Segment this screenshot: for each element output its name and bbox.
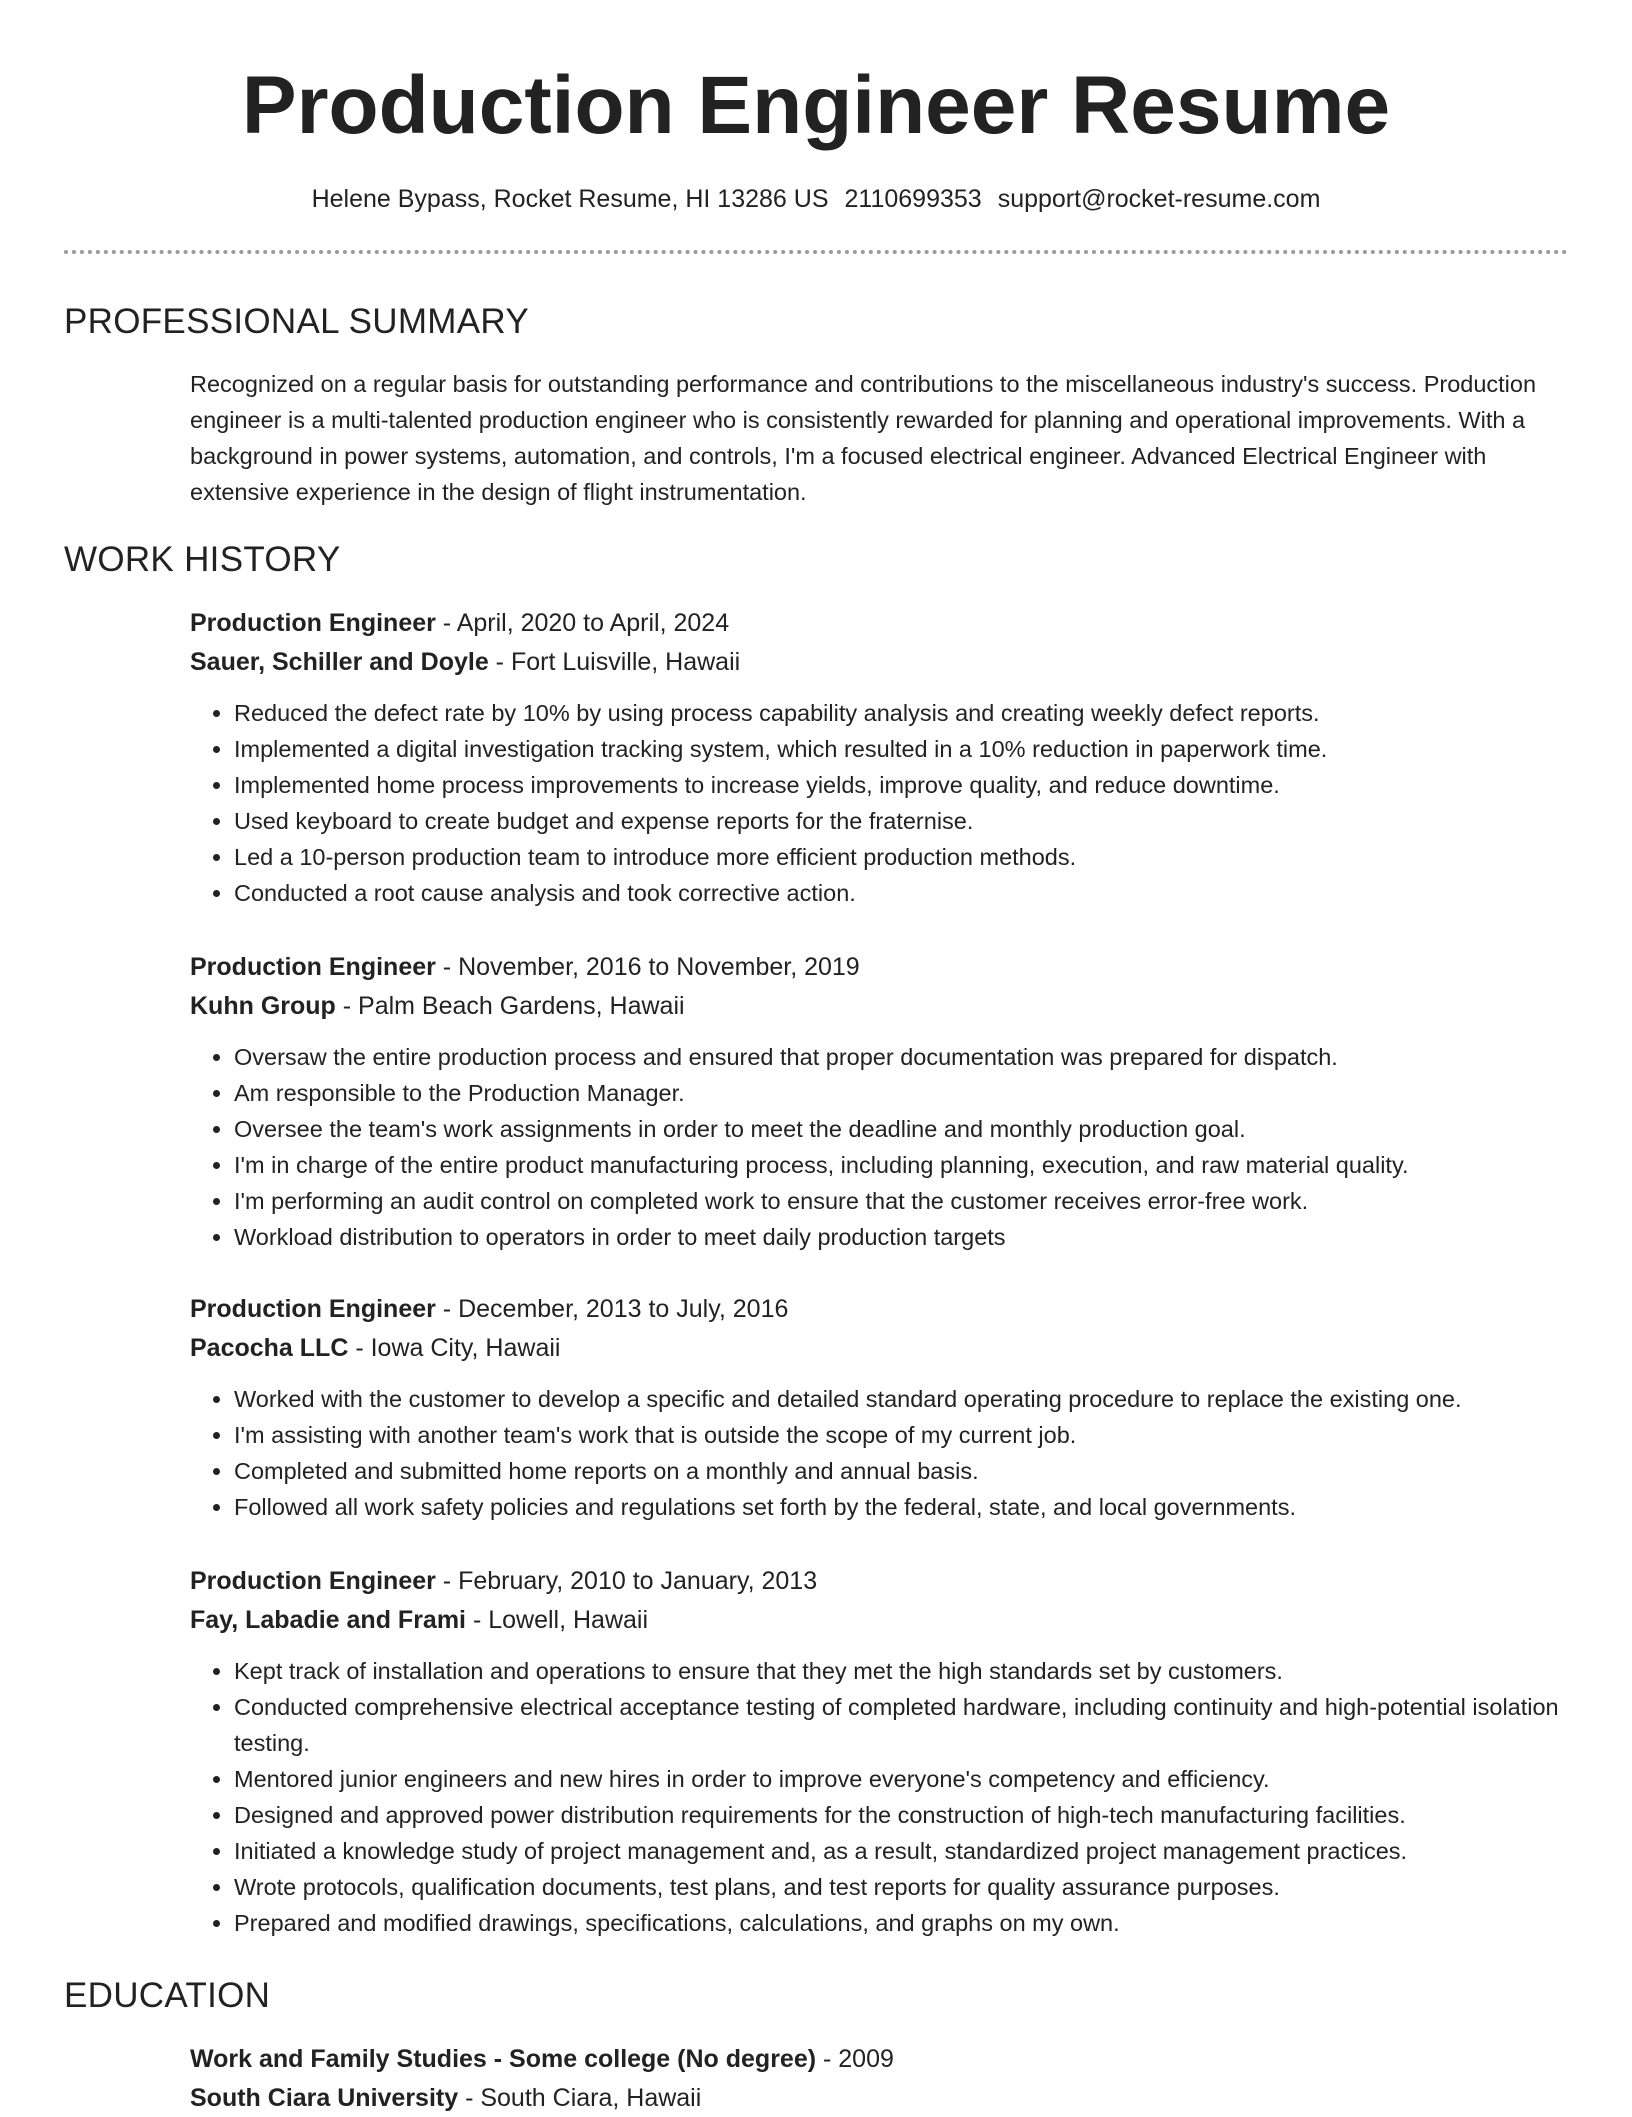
contact-email: support@rocket-resume.com <box>998 185 1321 213</box>
contact-info <box>64 182 1568 216</box>
job-bullet-list <box>190 695 1560 911</box>
job-location: - Lowell, Hawaii <box>466 1606 648 1634</box>
education-degree-line <box>190 2040 1560 2079</box>
job-title: Production Engineer <box>190 953 436 981</box>
job-title-line <box>190 604 1560 643</box>
job-bullet: • I'm performing an audit control on completed work to ensure that the customer receives error-free work. <box>234 1183 1560 1219</box>
contact-address: Helene Bypass, Rocket Resume, HI 13286 US <box>312 185 829 213</box>
job-company: Kuhn Group <box>190 992 336 1020</box>
education-school-line <box>190 2079 1560 2117</box>
education-year: - 2009 <box>816 2045 894 2073</box>
job-bullet: • Used keyboard to create budget and expense reports for the fraternise. <box>234 803 1560 839</box>
job-location: - Fort Luisville, Hawaii <box>489 648 740 676</box>
summary-text: Recognized on a regular basis for outstanding performance and contributions to the miscellaneous industry's success. Production engineer is a multi-talented production engineer who is consistently rewarded for planning and operational improvements. With a background in power systems, automation, and controls, I'm a focused electrical engineer. Advanced Electrical Engineer with extensive experience in the design of flight instrumentation. <box>190 366 1550 510</box>
work-history-heading: WORK HISTORY <box>64 538 341 582</box>
job-bullet: • I'm assisting with another team's work that is outside the scope of my current job. <box>234 1417 1560 1453</box>
job-company: Fay, Labadie and Frami <box>190 1606 466 1634</box>
job-bullet: • Kept track of installation and operations to ensure that they met the high standards set by customers. <box>234 1653 1560 1689</box>
job-bullet-list <box>190 1039 1560 1255</box>
job-bullet-list <box>190 1381 1560 1525</box>
summary-heading: PROFESSIONAL SUMMARY <box>64 300 529 344</box>
job-company-line <box>190 643 1560 682</box>
job-company: Sauer, Schiller and Doyle <box>190 648 489 676</box>
job-bullet: • Prepared and modified drawings, specifications, calculations, and graphs on my own. <box>234 1905 1560 1941</box>
job-bullet: • Followed all work safety policies and regulations set forth by the federal, state, and local governments. <box>234 1489 1560 1525</box>
job-bullet: • Mentored junior engineers and new hires in order to improve everyone's competency and efficiency. <box>234 1761 1560 1797</box>
job-bullet: • Wrote protocols, qualification documents, test plans, and test reports for quality assurance purposes. <box>234 1869 1560 1905</box>
job-dates: - April, 2020 to April, 2024 <box>436 609 729 637</box>
job-bullet: • Conducted comprehensive electrical acceptance testing of completed hardware, including continuity and high-potential isolation testing. <box>234 1689 1560 1761</box>
job-company: Pacocha LLC <box>190 1334 348 1362</box>
job-bullet: • Oversee the team's work assignments in order to meet the deadline and monthly production goal. <box>234 1111 1560 1147</box>
job-bullet-list <box>190 1653 1560 1941</box>
job-bullet: • Initiated a knowledge study of project management and, as a result, standardized project management practices. <box>234 1833 1560 1869</box>
education-entry <box>190 2040 1560 2117</box>
job-dates: - November, 2016 to November, 2019 <box>436 953 860 981</box>
job-dates: - December, 2013 to July, 2016 <box>436 1295 789 1323</box>
education-location: - South Ciara, Hawaii <box>458 2084 701 2112</box>
job-title-line <box>190 948 1560 987</box>
job-company-line <box>190 987 1560 1026</box>
job-bullet: • Implemented home process improvements to increase yields, improve quality, and reduce downtime. <box>234 767 1560 803</box>
job-bullet: • Oversaw the entire production process and ensured that proper documentation was prepared for dispatch. <box>234 1039 1560 1075</box>
job-bullet: • Completed and submitted home reports on a monthly and annual basis. <box>234 1453 1560 1489</box>
job-location: - Iowa City, Hawaii <box>348 1334 560 1362</box>
job-title: Production Engineer <box>190 1295 436 1323</box>
job-bullet: • Workload distribution to operators in order to meet daily production targets <box>234 1219 1560 1255</box>
education-degree: Work and Family Studies - Some college (No degree) <box>190 2045 816 2073</box>
job-title-line <box>190 1562 1560 1601</box>
job-title: Production Engineer <box>190 1567 436 1595</box>
job-entry <box>190 1562 1560 1941</box>
job-bullet: • I'm in charge of the entire product manufacturing process, including planning, execution, and raw material quality. <box>234 1147 1560 1183</box>
job-bullet: • Designed and approved power distribution requirements for the construction of high-tech manufacturing facilities. <box>234 1797 1560 1833</box>
job-company-line <box>190 1601 1560 1640</box>
job-dates: - February, 2010 to January, 2013 <box>436 1567 817 1595</box>
job-bullet: • Am responsible to the Production Manager. <box>234 1075 1560 1111</box>
job-entry <box>190 604 1560 911</box>
contact-phone: 2110699353 <box>845 185 982 213</box>
job-bullet: • Worked with the customer to develop a specific and detailed standard operating procedure to replace the existing one. <box>234 1381 1560 1417</box>
job-entry <box>190 948 1560 1255</box>
header-divider <box>64 250 1568 254</box>
job-bullet: • Conducted a root cause analysis and took corrective action. <box>234 875 1560 911</box>
job-bullet: • Reduced the defect rate by 10% by using process capability analysis and creating weekly defect reports. <box>234 695 1560 731</box>
job-bullet: • Implemented a digital investigation tracking system, which resulted in a 10% reduction in paperwork time. <box>234 731 1560 767</box>
education-heading: EDUCATION <box>64 1974 270 2018</box>
job-title-line <box>190 1290 1560 1329</box>
job-company-line <box>190 1329 1560 1368</box>
job-entry <box>190 1290 1560 1525</box>
page-title: Production Engineer Resume <box>64 58 1568 154</box>
job-bullet: • Led a 10-person production team to introduce more efficient production methods. <box>234 839 1560 875</box>
job-location: - Palm Beach Gardens, Hawaii <box>336 992 685 1020</box>
job-title: Production Engineer <box>190 609 436 637</box>
education-school: South Ciara University <box>190 2084 458 2112</box>
